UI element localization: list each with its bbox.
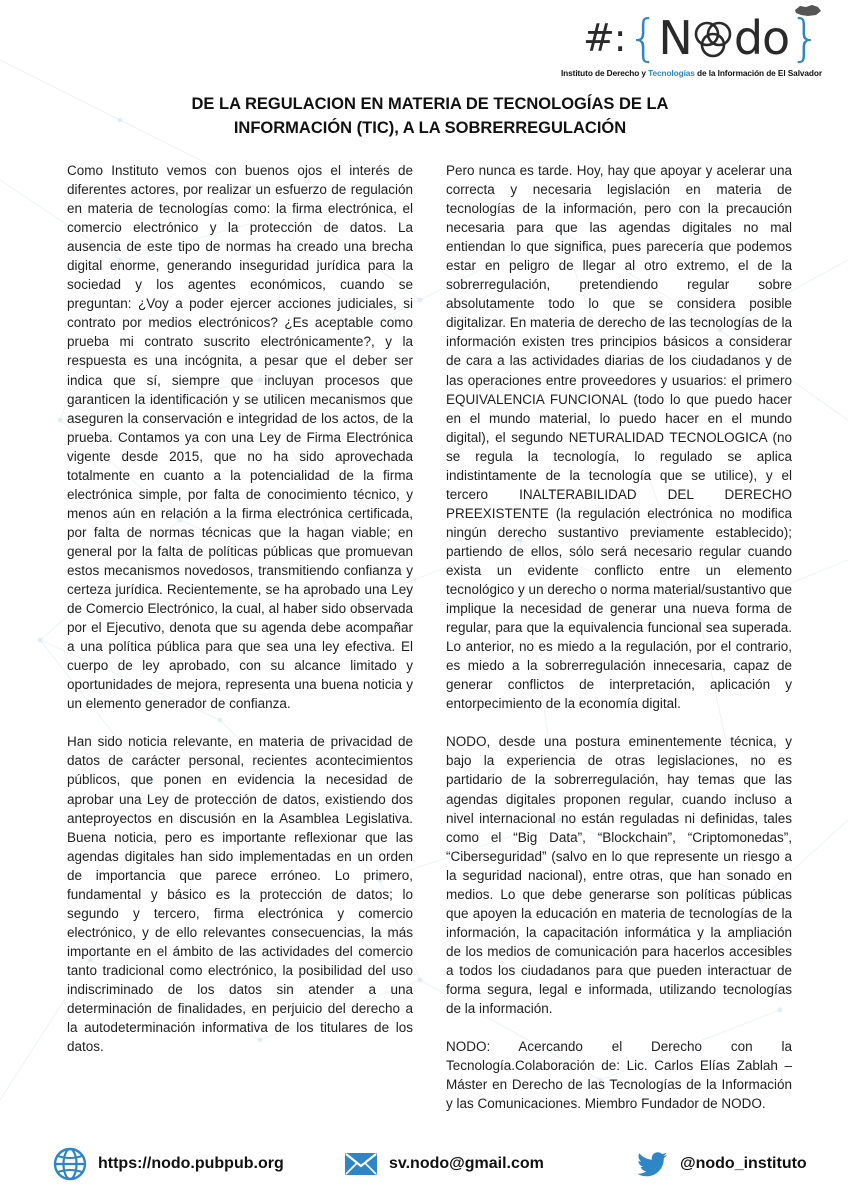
mail-icon [343, 1146, 379, 1182]
logo-wordmark [583, 10, 820, 66]
right-paragraph-3: NODO: Acercando el Derecho con la Tecnología.Colaboración de: Lic. Carlos Elías Zablah – Máster en Derecho de las Tecnologías de la Información y las Comunicaciones. Miembro Fundador de NODO. [446, 1039, 792, 1112]
article-title [150, 92, 710, 140]
logo-letter-n: N [658, 11, 692, 65]
twitter-icon [634, 1146, 670, 1182]
logo-letters-do: do [733, 11, 790, 65]
right-paragraph-2: NODO, desde una postura eminentemente técnica, y bajo la experiencia de otras legislaciones, no es partidario de la sobrerregulación, hay temas que las agendas digitales proponen regular, cuando incluso a nivel internacional no están reguladas ni definidas, tales como el “Big Data”, “Blockchain”, “Criptomonedas”, “Ciberseguridad” (salvo en lo que represente un riesgo a la seguridad nacional), entre otras, que han sonado en medios. Lo que debe generarse son políticas públicas que apoyen la educación en materia de tecnologías de la información, la capacitación informática y la ampliación de los medios de comunicación para hacerlos accesibles a todos los ciudadanos para que pueden interactuar de forma segura, legal e informada, utilizando tecnologías de la información. [446, 734, 792, 1017]
logo-brace-close: } [789, 9, 820, 67]
email-text: sv.nodo@gmail.com [389, 1155, 544, 1172]
left-paragraph-1: Como Instituto vemos con buenos ojos el interés de diferentes actores, por realizar un esfuerzo de regulación en materia de tecnologías como: la firma electrónica, el comercio electrónico y la protección de datos. La ausencia de este tipo de normas ha creado una brecha digital enorme, generando inseguridad jurídica para la sociedad y los agentes económicos, cuando se preguntan: ¿Voy a poder ejercer acciones judiciales, si contrato por medios electrónicos? ¿Es aceptable como prueba mi contrato suscrito electrónicamente?, y la respuesta es una incógnita, a pesar que el deber ser indica que sí, siempre que incluyan procesos que garanticen la identificación y se utilicen mecanismos que aseguren la conservación e integridad de los actos, de la prueba. Contamos ya con una Ley de Firma Electrónica vigente desde 2015, que no ha sido aprovechada totalmente en cuanto a la potencialidad de la firma electrónica simple, por falta de conocimiento técnico, y menos aún en relación a la firma electrónica certificada, por falta de normas técnicas que la hagan viable; en general por la falta de políticas públicas que promuevan estos mecanismos novedosos, transmitiendo confianza y certeza jurídica. Recientemente, se ha aprobado una Ley de Comercio Electrónico, la cual, al haber sido observada por el Ejecutivo, denota que su agenda debe acompañar a una política pública para que sea una ley efectiva. El cuerpo de ley aprobado, con su alcance limitado y oportunidades de mejora, representa una buena noticia y un elemento generador de confianza. [67, 163, 413, 712]
right-paragraph-1: Pero nunca es tarde. Hoy, hay que apoyar y acelerar una correcta y necesaria legislación en materia de tecnologías de la información, pero con la precaución necesaria para que las agendas digitales no mal entiendan lo que significa, pues parecería que podemos estar en peligro de llegar al otro extremo, el de la sobrerregulación, pretendiendo regular sobre absolutamente todo lo que se considera posible digitalizar. En materia de derecho de las tecnologías de la información existen tres principios básicos a considerar de cara a las actividades diarias de los ciudadanos y de las operaciones entre proveedores y usuarios: el primero EQUIVALENCIA FUNCIONAL (todo lo que puedo hacer en el mundo material, lo puedo hacer en el mundo digital), el segundo NETURALIDAD TECNOLOGICA (no se regula la tecnología, lo regulado se aplica indistintamente de la tecnología que se utilice), y el tercero INALTERABILIDAD DEL DERECHO PREEXISTENTE (la regulación electrónica no modifica ningún derecho sustantivo previamente establecido); partiendo de ellos, sólo será necesario regular cuando exista un evidente conflicto entre un elemento tecnológico y un derecho o norma material/sustantivo que implique la necesidad de generar una nueva forma de regular, para que la equivalencia funcional sea superada. Lo anterior, no es miedo a la regulación, por el contrario, es miedo a la sobrerregulación innecesaria, capaz de generar conflictos de interpretación, aplicación y entorpecimiento de la economía digital. [446, 163, 792, 712]
left-column [67, 161, 413, 1056]
logo-tagline-part2: de la Información de El Salvador [694, 68, 822, 78]
footer-contacts [0, 1145, 848, 1185]
globe-icon [52, 1146, 88, 1182]
right-column [446, 161, 792, 1113]
logo-tagline-highlight: Tecnologías [648, 68, 695, 78]
email-link[interactable] [343, 1145, 544, 1183]
website-text: https://nodo.pubpub.org [98, 1155, 284, 1172]
left-paragraph-2: Han sido noticia relevante, en materia de privacidad de datos de carácter personal, recientes acontecimientos públicos, que ponen en evidencia la necesidad de aprobar una Ley de protección de datos, existiendo dos anteproyectos en discusión en la Asamblea Legislativa. Buena noticia, pero es importante reflexionar que las agendas digitales han sido implementadas en un orden de importancia que parece erróneo. Lo primero, fundamental y básico es la protección de datos; lo segundo y tercero, firma electrónica y comercio electrónico, y de ello relevantes consecuencias, la más importante en el ámbito de las actividades del comercio tanto tradicional como electrónico, la posibilidad del uso indiscriminado de los datos sin atender a una determinación de finalidades, en perjuicio del derecho a la autodeterminación informativa de los titulares de los datos. [67, 734, 413, 1055]
twitter-text: @nodo_instituto [680, 1155, 807, 1172]
logo-brace-open: { [627, 9, 659, 67]
article-title-line2: INFORMACIÓN (TIC), A LA SOBRERREGULACIÓN [233, 119, 627, 137]
twitter-link[interactable] [634, 1145, 807, 1183]
logo-hash: #: [582, 16, 626, 60]
website-link[interactable] [52, 1145, 284, 1183]
nodo-logo [560, 2, 822, 82]
infinity-loop-icon [693, 17, 733, 59]
article-title-line1: DE LA REGULACION EN MATERIA DE TECNOLOGÍAS DE LA [191, 95, 669, 113]
logo-tagline-part1: Instituto de Derecho y [560, 68, 649, 78]
logo-tagline [561, 68, 822, 78]
